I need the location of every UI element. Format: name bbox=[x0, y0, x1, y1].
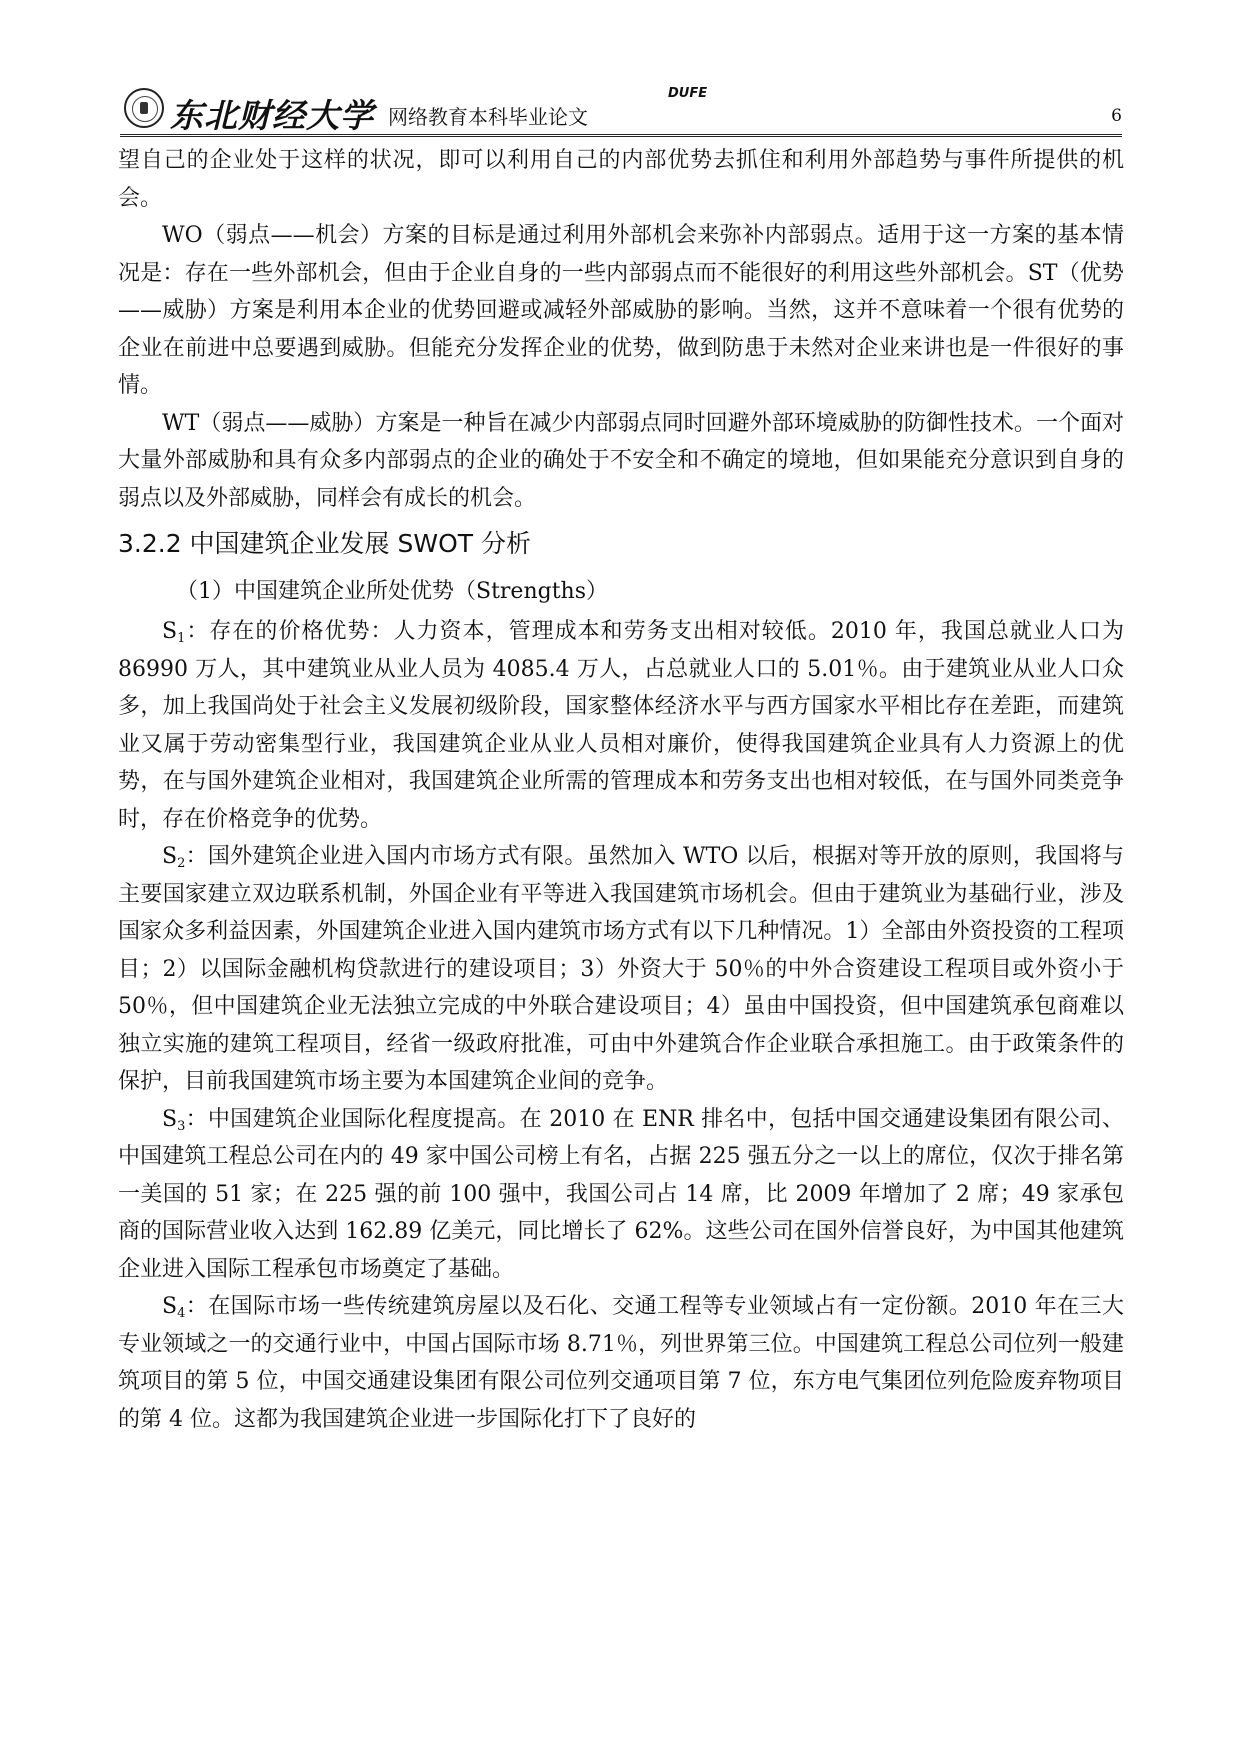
paragraph-s3 bbox=[118, 1101, 1124, 1289]
document-body bbox=[118, 142, 1124, 1438]
paragraph-s4 bbox=[118, 1288, 1124, 1438]
university-name: 东北财经大学 bbox=[170, 96, 374, 135]
s1-label: S bbox=[162, 619, 178, 644]
section-heading: 3.2.2 中国建筑企业发展 SWOT 分析 bbox=[118, 529, 531, 558]
s1-subscript: 1 bbox=[177, 631, 186, 646]
s3-subscript: 3 bbox=[177, 1118, 186, 1134]
paragraph-s2 bbox=[118, 838, 1124, 1101]
page-header bbox=[120, 84, 1122, 136]
header-divider bbox=[120, 134, 1122, 137]
subsection-heading-strengths: （1）中国建筑企业所处优势（Strengths） bbox=[176, 579, 608, 604]
s4-text: ：在国际市场一些传统建筑房屋以及石化、交通工程等专业领域占有一定份额。2010 年在三大专业领域之一的交通行业中，中国占国际市场 8.71％，列世界第三位。中国建筑工程总公司位列一般建筑项目的第 5 位，中国交通建设集团有限公司位列交通项目第 7 位，东方电气集团位列危险废弃物项目的第 4 位。这都为我国建筑企业进一步国际化打下了良好的 bbox=[118, 1294, 1124, 1432]
s2-subscript: 2 bbox=[177, 856, 186, 871]
s2-label: S bbox=[162, 844, 178, 869]
paragraph-s1 bbox=[118, 613, 1124, 838]
s4-subscript: 4 bbox=[177, 1306, 186, 1321]
dufe-logo: DUFE bbox=[668, 86, 708, 101]
paragraph-wt: WT（弱点——威胁）方案是一种旨在减少内部弱点同时回避外部环境威胁的防御性技术。一个面对大量外部威胁和具有众多内部弱点的企业的确处于不安全和不确定的境地，但如果能充分意识到自身的弱点以及外部威胁，同样会有成长的机会。 bbox=[118, 410, 1124, 511]
paragraph-wo-st: WO（弱点——机会）方案的目标是通过利用外部机会来弥补内部弱点。适用于这一方案的基本情况是：存在一些外部机会，但由于企业自身的一些内部弱点而不能很好的利用这些外部机会。ST（优势——威胁）方案是利用本企业的优势回避或减轻外部威胁的影响。当然，这并不意味着一个很有优势的企业在前进中总要遇到威胁。但能充分发挥企业的优势，做到防患于未然对企业来讲也是一件很好的事情。 bbox=[118, 223, 1124, 398]
page-number: 6 bbox=[1111, 106, 1122, 126]
s1-text: ：存在的价格优势：人力资本，管理成本和劳务支出相对较低。2010 年，我国总就业人口为 86990 万人，其中建筑业从业人员为 4085.4 万人，占总就业人口的 5.01％。由于建筑业从业人口众多，加上我国尚处于社会主义发展初级阶段，国家整体经济水平与西方国家水平相比存在差距，而建筑业又属于劳动密集型行业，我国建筑企业从业人员相对廉价，使得我国建筑企业具有人力资源上的优势，在与国外建筑企业相对，我国建筑企业所需的管理成本和劳务支出也相对较低，在与国外同类竞争时，存在价格竞争的优势。 bbox=[118, 619, 1124, 832]
s3-text: ：中国建筑企业国际化程度提高。在 2010 在 ENR 排名中，包括中国交通建设集团有限公司、中国建筑工程总公司在内的 49 家中国公司榜上有名，占据 225 强五分之一以上的席位，仅次于排名第一美国的 51 家；在 225 强的前 100 强中，我国公司占 14 席，比 2009 年增加了 2 席；49 家承包商的国际营业收入达到 162.89 亿美元，同比增长了 62%。这些公司在国外信誉良好，为中国其他建筑企业进入国际工程承包市场奠定了基础。 bbox=[118, 1106, 1124, 1282]
s3-label: S bbox=[162, 1106, 178, 1132]
thesis-type-label: 网络教育本科毕业论文 bbox=[388, 105, 588, 129]
s4-label: S bbox=[162, 1294, 178, 1319]
s2-text: ：国外建筑企业进入国内市场方式有限。虽然加入 WTO 以后，根据对等开放的原则，我国将与主要国家建立双边联系机制，外国企业有平等进入我国建筑市场机会。但由于建筑业为基础行业，涉及国家众多利益因素，外国建筑企业进入国内建筑市场方式有以下几种情况。1）全部由外资投资的工程项目；2）以国际金融机构贷款进行的建设项目；3）外资大于 50％的中外合资建设工程项目或外资小于 50％，但中国建筑企业无法独立完成的中外联合建设项目；4）虽由中国投资，但中国建筑承包商难以独立实施的建筑工程项目，经省一级政府批准，可由中外建筑合作企业联合承担施工。由于政策条件的保护，目前我国建筑市场主要为本国建筑企业间的竞争。 bbox=[118, 844, 1124, 1094]
paragraph-continuation: 望自己的企业处于这样的状况，即可以利用自己的内部优势去抓住和利用外部趋势与事件所提供的机会。 bbox=[118, 148, 1124, 211]
university-seal-icon bbox=[124, 88, 164, 128]
